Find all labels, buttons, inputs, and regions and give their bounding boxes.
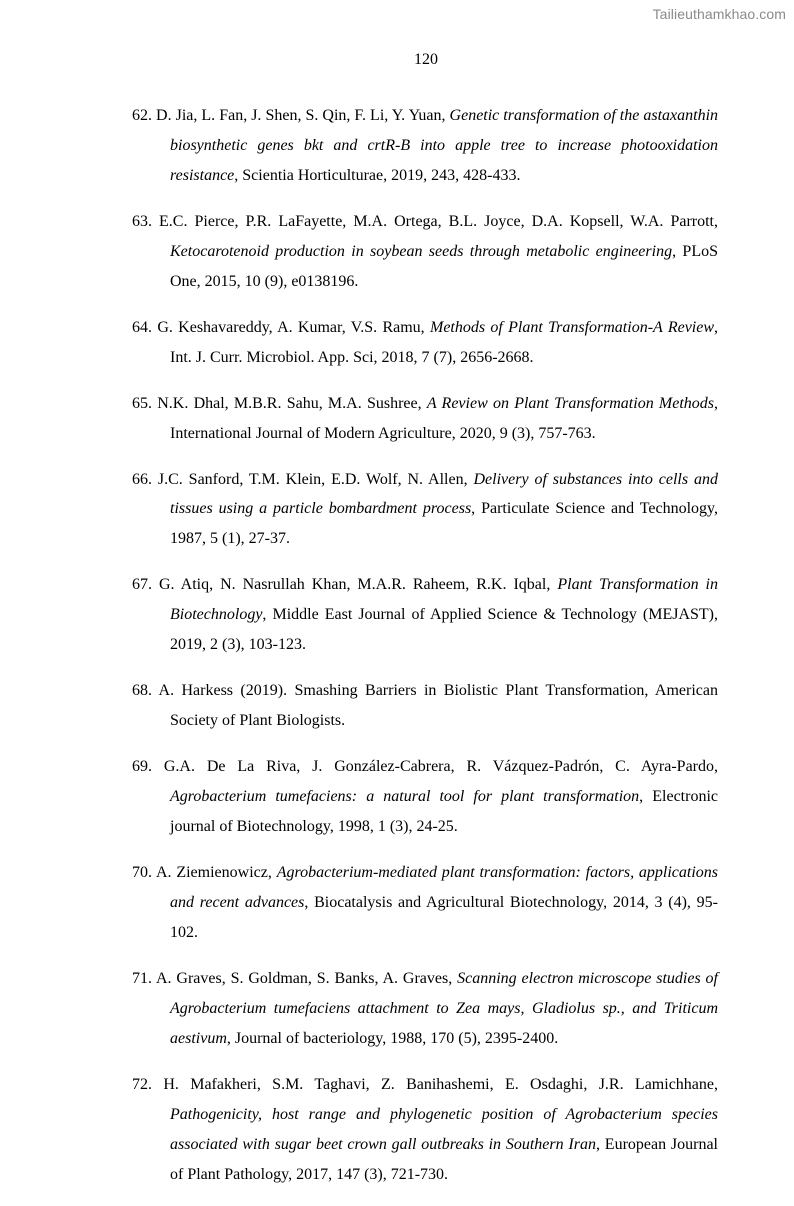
reference-item [132, 465, 718, 555]
reference-number: 71. [132, 969, 152, 987]
page-number: 120 [414, 51, 438, 68]
reference-authors: G.A. De La Riva, J. González-Cabrera, R. Vázquez-Padrón, C. Ayra-Pardo, [163, 758, 718, 776]
reference-number: 68. [132, 682, 152, 700]
reference-item [132, 752, 718, 842]
reference-title: Agrobacterium tumefaciens: a natural tool for plant transformation [170, 788, 640, 806]
reference-number: 64. [132, 318, 152, 336]
reference-source: , Journal of bacteriology, 1988, 170 (5), 2395-2400. [226, 1029, 559, 1047]
reference-authors: G. Atiq, N. Nasrullah Khan, M.A.R. Raheem, R.K. Iqbal, [158, 576, 551, 594]
reference-item [132, 101, 718, 191]
reference-authors: D. Jia, L. Fan, J. Shen, S. Qin, F. Li, Y. Yuan, [156, 107, 446, 124]
reference-item [132, 964, 718, 1054]
reference-number: 69. [132, 758, 152, 776]
reference-authors: H. Mafakheri, S.M. Taghavi, Z. Banihashemi, E. Osdaghi, J.R. Lamichhane, [163, 1075, 718, 1093]
reference-title: Pathogenicity, host range and phylogenetic position of Agrobacterium species associated with sugar beet crown gall outbreaks in Southern Iran [170, 1105, 718, 1153]
reference-source: , Int. J. Curr. Microbiol. App. Sci, 2018, 7 (7), 2656-2668. [170, 318, 719, 366]
reference-source: , Electronic journal of Biotechnology, 1998, 1 (3), 24-25. [170, 788, 718, 836]
reference-authors: E.C. Pierce, P.R. LaFayette, M.A. Ortega, B.L. Joyce, D.A. Kopsell, W.A. Parrott, [159, 212, 719, 230]
reference-number: 70. [132, 864, 152, 882]
reference-source: , European Journal of Plant Pathology, 2017, 147 (3), 721-730. [170, 1135, 719, 1183]
reference-number: 62. [132, 107, 152, 124]
reference-title: Plant Transformation in Biotechnology [170, 576, 719, 624]
reference-title: Methods of Plant Transformation-A Review [429, 318, 715, 336]
reference-number: 72. [132, 1075, 152, 1093]
reference-source: , International Journal of Modern Agriculture, 2020, 9 (3), 757-763. [170, 394, 719, 442]
reference-title: Delivery of substances into cells and tissues using a particle bombardment process [170, 470, 718, 518]
reference-source: , Particulate Science and Technology, 1987, 5 (1), 27-37. [170, 500, 718, 548]
reference-number: 67. [132, 576, 152, 594]
reference-item [132, 1070, 718, 1190]
reference-authors: G. Keshavareddy, A. Kumar, V.S. Ramu, [157, 318, 425, 336]
watermark-text: Tailieuthamkhao.com [652, 6, 786, 22]
reference-source: , Scientia Horticulturae, 2019, 243, 428-433. [234, 166, 521, 184]
reference-authors: A. Harkess (2019). Smashing Barriers in Biolistic Plant Transformation, American Society of Plant Biologists. [158, 682, 719, 730]
reference-source: , PLoS One, 2015, 10 (9), e0138196. [170, 242, 718, 290]
reference-authors: J.C. Sanford, T.M. Klein, E.D. Wolf, N. Allen, [157, 470, 468, 488]
reference-item [132, 676, 718, 736]
reference-item [132, 207, 718, 297]
reference-item [132, 389, 718, 449]
reference-item [132, 313, 718, 373]
reference-authors: N.K. Dhal, M.B.R. Sahu, M.A. Sushree, [157, 394, 422, 412]
reference-source: , Middle East Journal of Applied Science & Technology (MEJAST), 2019, 2 (3), 103-123. [170, 606, 718, 654]
reference-number: 63. [132, 212, 152, 230]
reference-title: Scanning electron microscope studies of Agrobacterium tumefaciens attachment to Zea mays, Gladiolus sp., and Triticum aestivum [170, 969, 718, 1047]
reference-title: Genetic transformation of the astaxanthin biosynthetic genes bkt and crtR-B into apple tree to increase photooxidation resistance [170, 107, 719, 184]
reference-item [132, 858, 718, 948]
reference-number: 65. [132, 394, 152, 412]
reference-source: , Biocatalysis and Agricultural Biotechnology, 2014, 3 (4), 95-102. [170, 893, 718, 941]
reference-title: Ketocarotenoid production in soybean seeds through metabolic engineering [170, 242, 673, 260]
reference-authors: A. Graves, S. Goldman, S. Banks, A. Graves, [155, 969, 453, 987]
reference-list [132, 85, 718, 1206]
reference-authors: A. Ziemienowicz, [155, 864, 272, 882]
reference-title: A Review on Plant Transformation Methods [426, 394, 715, 412]
reference-number: 66. [132, 470, 152, 488]
reference-title: Agrobacterium-mediated plant transformation: factors, applications and recent advances [170, 864, 719, 911]
reference-item [132, 570, 718, 660]
